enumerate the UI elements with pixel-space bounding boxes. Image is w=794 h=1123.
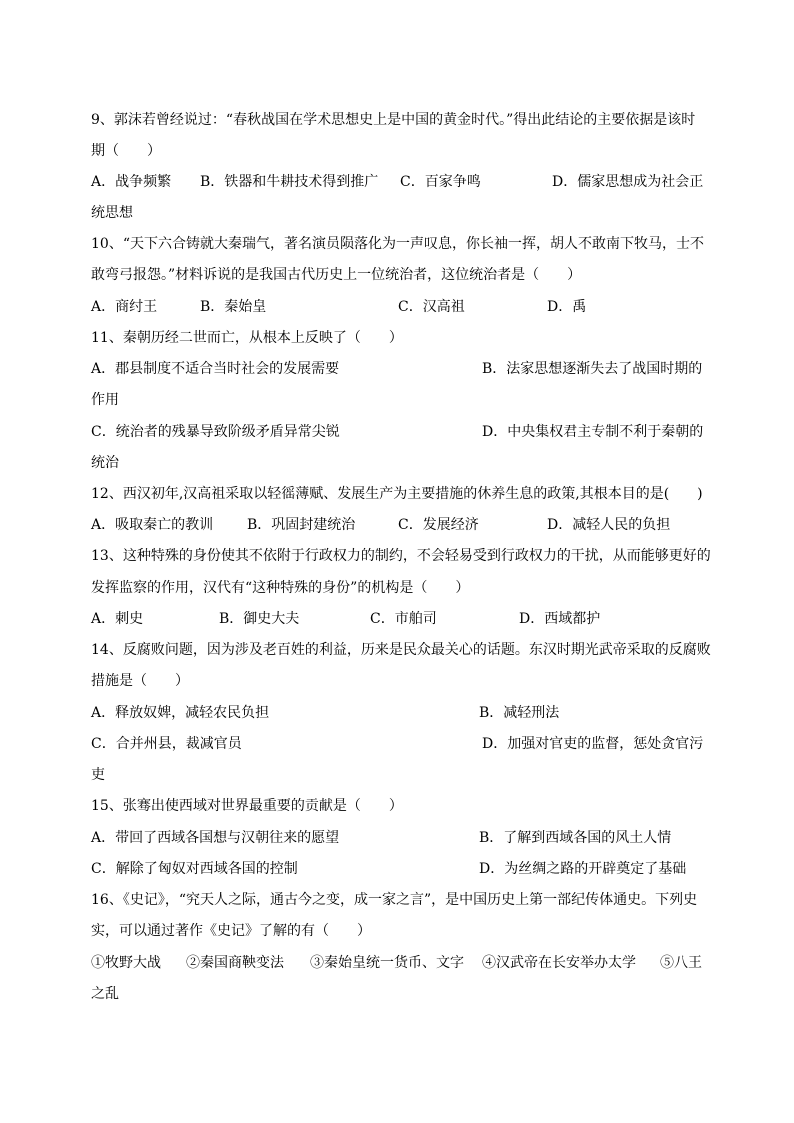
q16-stem-line-2: 实，可以通过著作《史记》了解的有（ ） — [91, 923, 371, 939]
q13-stem-line-2: 发挥监察的作用，汉代有“这种特殊的身份”的机构是（ ） — [91, 580, 470, 596]
q16-item-5: ⑤八王 — [660, 955, 702, 971]
q16-item-continuation: 之乱 — [91, 986, 119, 1002]
q11-option-d: D．中央集权君主专制不利于秦朝的 — [482, 424, 704, 440]
q13-option-a: A．刺史 — [91, 611, 144, 627]
q13-option-d: D．西域都护 — [519, 611, 601, 627]
q14-stem-line-2: 措施是（ ） — [91, 673, 189, 689]
q12-option-b: B．巩固封建统治 — [247, 517, 356, 533]
q12-stem-line-1: 12、西汉初年,汉高祖采取以轻徭薄赋、发展生产为主要措施的休养生息的政策,其根本目的是( ) — [91, 486, 703, 502]
q10-option-a: A．商纣王 — [91, 299, 158, 315]
q15-stem-line-1: 15、张骞出使西域对世界最重要的贡献是（ ） — [91, 798, 403, 814]
q9-stem-line-2: 期（ ） — [91, 143, 161, 159]
q10-stem-line-2: 敢弯弓报怨。”材料诉说的是我国古代历史上一位统治者，这位统治者是（ ） — [91, 267, 582, 283]
q9-option-d: D．儒家思想成为社会正 — [552, 174, 704, 190]
q12-option-d: D．减轻人民的负担 — [547, 517, 671, 533]
q14-option-b: B．减轻刑法 — [479, 705, 560, 721]
q10-option-b: B．秦始皇 — [200, 299, 267, 315]
q10-option-d: D．禹 — [547, 299, 587, 315]
q13-option-c: C．市舶司 — [370, 611, 437, 627]
q11-option-c: C．统治者的残暴导致阶级矛盾异常尖锐 — [91, 424, 340, 440]
q15-option-c: C．解除了匈奴对西域各国的控制 — [91, 861, 298, 877]
q16-stem-line-1: 16、《史记》，“究天人之际，通古今之变，成一家之言”，是中国历史上第一部纪传体通史。下列史 — [91, 892, 698, 908]
q16-item-1: ①牧野大战 — [91, 955, 161, 971]
q14-stem-line-1: 14、反腐败问题，因为涉及老百姓的利益，历来是民众最关心的话题。东汉时期光武帝采取的反腐败 — [91, 642, 711, 658]
q13-option-b: B．御史大夫 — [219, 611, 300, 627]
q14-option-a: A．释放奴婢，减轻农民负担 — [91, 705, 270, 721]
q9-option-b: B．铁器和牛耕技术得到推广 — [200, 174, 379, 190]
q10-option-c: C．汉高祖 — [398, 299, 465, 315]
q10-stem-line-1: 10、“天下六合铸就大秦瑞气，著名演员陨落化为一声叹息，你长袖一挥，胡人不敢南下牧马，士不 — [91, 236, 704, 252]
q9-option-continuation: 统思想 — [91, 205, 133, 221]
q13-stem-line-1: 13、这种特殊的身份使其不依附于行政权力的制约，不会轻易受到行政权力的干扰，从而能够更好的 — [91, 548, 711, 564]
q16-item-2: ②秦国商鞅变法 — [186, 955, 284, 971]
q9-stem-line-1: 9、郭沫若曾经说过：“春秋战国在学术思想史上是中国的黄金时代。”得出此结论的主要依据是该时 — [91, 112, 696, 128]
q15-option-b: B．了解到西域各国的风土人情 — [479, 830, 672, 846]
q9-option-c: C．百家争鸣 — [400, 174, 481, 190]
q15-option-d: D．为丝绸之路的开辟奠定了基础 — [479, 861, 687, 877]
q11-option-d-continuation: 统治 — [91, 455, 119, 471]
q14-option-d-continuation: 吏 — [91, 767, 105, 783]
q14-option-c: C．合并州县，裁减官员 — [91, 736, 242, 752]
q11-option-b-continuation: 作用 — [91, 392, 119, 408]
q16-item-4: ④汉武帝在长安举办太学 — [482, 955, 636, 971]
q9-option-a: A．战争频繁 — [91, 174, 172, 190]
q15-option-a: A．带回了西域各国想与汉朝往来的愿望 — [91, 830, 340, 846]
q12-option-a: A．吸取秦亡的教训 — [91, 517, 214, 533]
q16-item-3: ③秦始皇统一货币、文字 — [310, 955, 464, 971]
q12-option-c: C．发展经济 — [398, 517, 479, 533]
q14-option-d: D．加强对官吏的监督，惩处贪官污 — [482, 736, 704, 752]
q11-option-b: B．法家思想逐渐失去了战国时期的 — [482, 361, 703, 377]
q11-option-a: A．郡县制度不适合当时社会的发展需要 — [91, 361, 340, 377]
q11-stem-line-1: 11、秦朝历经二世而亡，从根本上反映了（ ） — [91, 330, 403, 346]
